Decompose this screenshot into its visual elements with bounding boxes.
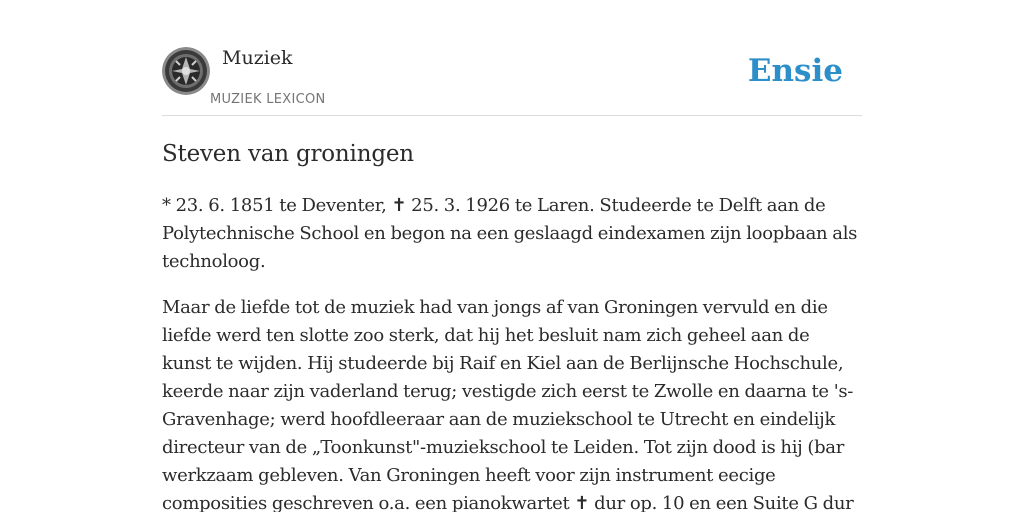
source-subtitle: MUZIEK LEXICON [210, 92, 326, 107]
article-paragraph: * 23. 6. 1851 te Deventer, ✝ 25. 3. 1926 te Laren. Studeerde te Delft aan de Polytechnische School en begon na een geslaagd eindexamen zijn loopbaan als technoloog. [162, 195, 858, 272]
article [162, 138, 862, 512]
music-lexicon-emblem-icon[interactable] [162, 47, 210, 95]
brand-logo-link[interactable]: Ensie [747, 53, 843, 89]
source-title-link[interactable]: Muziek [222, 47, 293, 69]
article-title: Steven van groningen [162, 141, 414, 167]
header-divider [162, 115, 862, 116]
site-header [162, 46, 862, 116]
article-paragraph: Maar de liefde tot de muziek had van jongs af van Groningen vervuld en die liefde werd ten slotte zoo sterk, dat hij het besluit nam zich geheel aan de kunst te wijden. Hij studeerde bij Raif en Kiel aan de Berlijnsche Hochschule, keerde naar zijn vaderland terug; vestigde zich eerst te Zwolle en daarna te 's-Gravenhage; werd hoofdleeraar aan de muziekschool te Utrecht en eindelijk directeur van de „Toonkunst"-muziekschool te Leiden. Tot zijn dood is hij (bar werkzaam gebleven. Van Groningen heeft voor zijn instrument eecige composities geschreven o.a. een pianokwartet ✝ dur op. 10 en een Suite G dur [162, 297, 854, 512]
